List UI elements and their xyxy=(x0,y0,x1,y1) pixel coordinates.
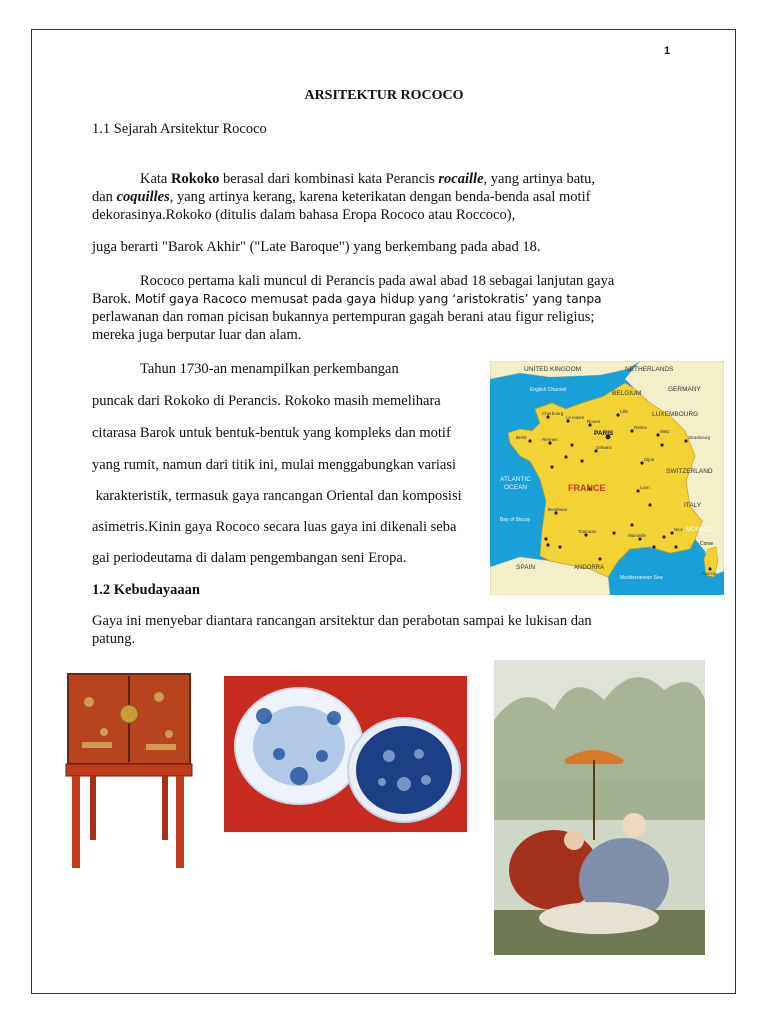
france-map-image xyxy=(490,361,724,595)
p4-line1: Gaya ini menyebar diantara rancangan arsitektur dan perabotan sampai ke lukisan dan xyxy=(92,613,592,629)
cabinet-stand-top xyxy=(66,764,192,776)
map-city-label: Dijon xyxy=(644,457,655,462)
painting-face xyxy=(564,830,584,850)
cabinet-lock-plate xyxy=(120,705,138,723)
city-dot xyxy=(648,503,651,506)
p2-text-sans: Motif gaya Racoco memusat pada gaya hidup yang ‘aristokratis’ yang tanpa xyxy=(134,292,602,306)
page-number: 1 xyxy=(664,45,671,57)
map-label-paris: PARIS xyxy=(594,430,614,437)
porcelain-plates-image xyxy=(224,676,467,832)
p2-line1: Rococo pertama kali muncul di Perancis pada awal abad 18 sebagai lanjutan gaya xyxy=(140,273,615,289)
p2-line2 xyxy=(92,290,602,308)
painting-illustration xyxy=(494,660,705,955)
map-label-monaco: MONACO xyxy=(686,527,713,533)
city-dot xyxy=(674,545,677,548)
cabinet-image xyxy=(64,672,194,872)
map-label-atlantic: ATLANTIC xyxy=(500,476,531,483)
city-dot xyxy=(550,465,553,468)
cabinet-leg xyxy=(90,776,96,840)
section-heading-kebudayaan: 1.2 Kebudayaaan xyxy=(92,582,200,598)
city-dot xyxy=(558,545,561,548)
map-city-label: Cherbourg xyxy=(542,411,564,416)
map-city-label: Metz xyxy=(660,429,670,434)
painting-dress xyxy=(539,902,659,934)
map-city-label: Toulouse xyxy=(578,529,597,534)
section-heading-sejarah: 1.1 Sejarah Arsitektur Rococo xyxy=(92,121,267,137)
p3-line6: asimetris.Kinin gaya Rococo secara luas gaya ini dikenali seba xyxy=(92,519,457,535)
plate-right-pattern xyxy=(356,726,452,814)
document-title: ARSITEKTUR ROCOCO xyxy=(304,88,464,103)
map-city-label: Marseille xyxy=(628,533,647,538)
city-dot xyxy=(544,537,547,540)
city-dot xyxy=(660,443,663,446)
city-dot xyxy=(528,439,531,442)
map-city-label: Nice xyxy=(674,527,684,532)
cabinet-leg xyxy=(162,776,168,840)
p3-line4: yang rumit, namun dari titik ini, mulai menggabungkan variasi xyxy=(92,457,457,473)
map-label-uk: UNITED KINGDOM xyxy=(524,366,582,373)
cabinet-illustration xyxy=(64,672,194,872)
p1-line2 xyxy=(92,188,590,206)
city-dot xyxy=(580,459,583,462)
p1-text: dan xyxy=(92,189,117,205)
map-label-italy: ITALY xyxy=(684,502,702,509)
cabinet-leg xyxy=(176,776,184,868)
p1-text: , yang artinya batu, xyxy=(483,171,596,187)
p1-text: , yang artinya kerang, karena keterikatan dengan benda-benda asal motif xyxy=(169,189,591,205)
map-label-netherlands: NETHERLANDS xyxy=(625,366,674,373)
map-city-label: Lille xyxy=(620,409,629,414)
p1b-line: juga berarti "Barok Akhir" ("Late Baroque") yang berkembang pada abad 18. xyxy=(92,239,541,255)
map-city-label: Rennes xyxy=(542,437,558,442)
p1-term-coquilles: coquilles xyxy=(116,189,170,205)
map-city-label: Orleans xyxy=(596,445,612,450)
map-city-label: Brest xyxy=(516,435,527,440)
city-dot xyxy=(662,535,665,538)
map-city-label: Strasbourg xyxy=(688,435,711,440)
p2-line3: perlawanan dan roman picisan bukannya pertempuran gagah berani atau figur religius; xyxy=(92,309,595,325)
map-label-med: Mediterranean Sea xyxy=(620,575,663,581)
p1-line1 xyxy=(140,170,595,188)
painting-face xyxy=(622,813,646,837)
map-city-label: Reims xyxy=(634,425,647,430)
map-label-france: FRANCE xyxy=(568,483,606,493)
city-dot xyxy=(652,545,655,548)
map-label-germany: GERMANY xyxy=(668,386,701,393)
p4-line2: patung. xyxy=(92,631,136,647)
map-label-belgium: BELGIUM xyxy=(612,390,642,397)
p1-bold-rokoko: Rokoko xyxy=(171,171,220,187)
france-map xyxy=(490,361,724,595)
p3-line2: puncak dari Rokoko di Perancis. Rokoko masih memelihara xyxy=(92,393,441,409)
p2-text: Barok. xyxy=(92,291,135,307)
map-city-label: Ajaccio xyxy=(702,571,717,576)
map-city-label: Le Havre xyxy=(566,415,585,420)
rococo-painting-image xyxy=(494,660,705,955)
p3-line5: karakteristik, termasuk gaya rancangan Oriental dan komposisi xyxy=(92,488,462,504)
city-dot xyxy=(546,543,549,546)
p1-term-rocaille: rocaille xyxy=(438,171,484,187)
map-label-spain: SPAIN xyxy=(516,564,536,571)
map-label-andorra: ANDORRA xyxy=(574,565,605,571)
map-label-switzerland: SWITZERLAND xyxy=(666,468,713,475)
map-label-ocean: OCEAN xyxy=(504,484,528,491)
city-dot xyxy=(612,531,615,534)
cabinet-leg xyxy=(72,776,80,868)
p3-line3: citarasa Barok untuk bentuk-bentuk yang kompleks dan motif xyxy=(92,425,451,441)
map-city-label: Lyon xyxy=(640,485,650,490)
city-dot xyxy=(630,523,633,526)
p1-text: berasal dari kombinasi kata Perancis xyxy=(219,171,439,187)
city-dot xyxy=(570,443,573,446)
p1-text: Kata xyxy=(140,171,171,187)
painting-foliage xyxy=(494,677,705,820)
map-city-label: Rouen xyxy=(587,419,601,424)
p2-line4: mereka juga berputar luar dan alam. xyxy=(92,327,302,343)
map-label-luxembourg: LUXEMBOURG xyxy=(652,411,699,418)
p1-line3: dekorasinya.Rokoko (ditulis dalam bahasa Eropa Rococo atau Roccoco), xyxy=(92,207,516,223)
plates-illustration xyxy=(224,676,467,832)
p3-line7: gai periodeutama di dalam pengembangan seni Eropa. xyxy=(92,550,407,566)
map-label-biscay: Bay of Biscay xyxy=(500,517,531,523)
map-label-channel: English Channel xyxy=(530,387,567,393)
map-label-corse: Corse xyxy=(700,541,714,547)
city-dot xyxy=(564,455,567,458)
p3-line1: Tahun 1730-an menampilkan perkembangan xyxy=(140,361,399,377)
city-dot xyxy=(598,557,601,560)
map-city-label: Bordeaux xyxy=(548,507,568,512)
